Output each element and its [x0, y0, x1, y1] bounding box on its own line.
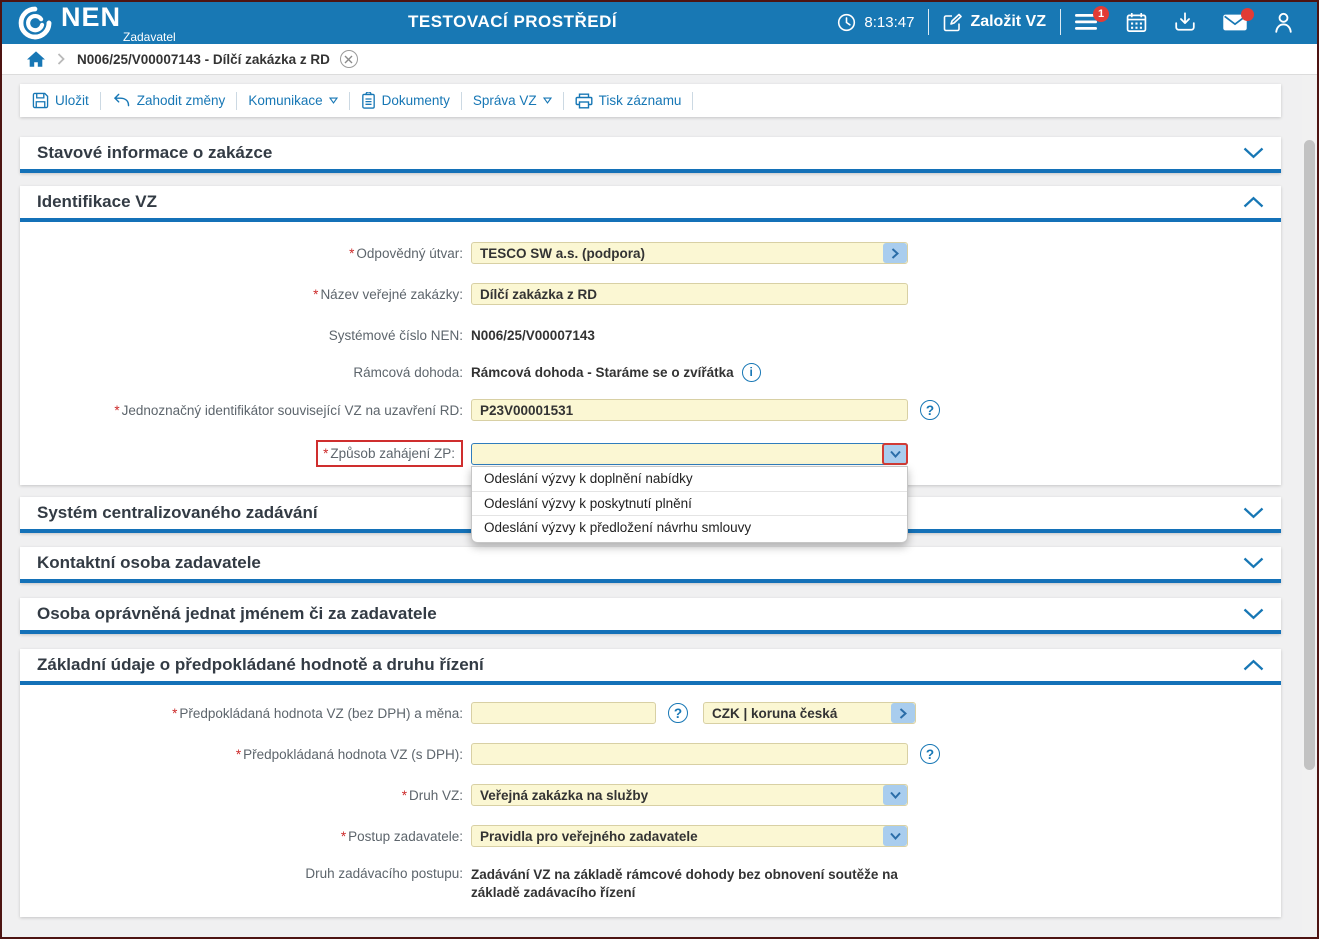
- dropdown-option[interactable]: Odeslání výzvy k poskytnutí plnění: [472, 491, 907, 515]
- section-title: Základní údaje o předpokládané hodnotě a druhu řízení: [37, 655, 484, 674]
- required-marker: *: [313, 286, 319, 302]
- print-record-button[interactable]: [575, 93, 682, 109]
- section-authorized-header[interactable]: [20, 598, 1281, 634]
- mail-button[interactable]: [1223, 14, 1247, 31]
- field-label: * Postup zadavatele:: [340, 828, 463, 844]
- clock-time: 8:13:47: [864, 13, 915, 31]
- breadcrumb-chevron-icon: [57, 53, 65, 65]
- section-title: Osoba oprávněná jednat jménem či za zadavatele: [37, 604, 437, 623]
- field-responsible-unit: [20, 242, 1281, 264]
- discard-label: Zahodit změny: [136, 93, 226, 108]
- help-icon[interactable]: ?: [668, 703, 688, 723]
- field-label: * Předpokládaná hodnota VZ (s DPH):: [235, 746, 463, 762]
- menu-button[interactable]: [1075, 8, 1105, 31]
- required-marker: *: [340, 828, 347, 844]
- save-icon: [32, 92, 49, 109]
- inbox-button[interactable]: [1174, 12, 1196, 32]
- section-title: Systém centralizovaného zadávání: [37, 503, 318, 522]
- printer-icon: [575, 93, 593, 109]
- field-label: Druh zadávacího postupu:: [305, 866, 463, 881]
- discard-icon: [112, 93, 131, 108]
- create-vz-label: Založit VZ: [970, 13, 1046, 30]
- clock-icon: [837, 13, 856, 32]
- environment-title: TESTOVACÍ PROSTŘEDÍ: [408, 12, 618, 31]
- documents-button[interactable]: [361, 92, 450, 109]
- dropdown-toggle-button[interactable]: [883, 785, 907, 805]
- section-authorized-person: [20, 598, 1281, 634]
- help-icon[interactable]: ?: [920, 744, 940, 764]
- value-with-vat-input[interactable]: [471, 743, 908, 765]
- print-record-label: Tisk záznamu: [598, 93, 682, 108]
- dropdown-triangle-icon: [329, 97, 338, 104]
- field-procedure-type: [20, 866, 1281, 902]
- initiation-method-select[interactable]: [471, 443, 908, 465]
- manage-vz-label: Správa VZ: [472, 93, 537, 108]
- field-label: * Odpovědný útvar:: [349, 245, 463, 261]
- chevron-down-icon[interactable]: [1243, 608, 1264, 620]
- app-header: [0, 0, 1319, 44]
- header-divider: [928, 9, 929, 35]
- field-related-id: [20, 399, 1281, 421]
- dropdown-option[interactable]: Odeslání výzvy k doplnění nabídky: [484, 470, 693, 486]
- field-label: Rámcová dohoda:: [353, 364, 463, 380]
- home-icon[interactable]: [27, 51, 45, 68]
- chevron-up-icon[interactable]: [1243, 196, 1264, 208]
- mail-badge: [1241, 8, 1254, 21]
- validation-highlight: * Způsob zahájení ZP:: [316, 440, 463, 467]
- section-identification-header[interactable]: [20, 186, 1281, 222]
- info-icon[interactable]: i: [742, 363, 761, 382]
- section-contact-person: [20, 547, 1281, 583]
- field-label: * Druh VZ:: [401, 787, 463, 803]
- section-status-info: [20, 137, 1281, 173]
- calendar-button[interactable]: [1126, 12, 1147, 33]
- field-label: * Předpokládaná hodnota VZ (bez DPH) a měna:: [172, 705, 463, 721]
- download-tray-icon: [1174, 12, 1196, 32]
- framework-value: Rámcová dohoda - Staráme se o zvířátka: [471, 364, 734, 380]
- nen-logo-icon: [18, 6, 52, 40]
- field-label: Systémové číslo NEN:: [328, 327, 463, 343]
- scrollbar-thumb[interactable]: [1304, 140, 1315, 770]
- required-marker: *: [114, 402, 120, 418]
- help-icon[interactable]: ?: [920, 400, 940, 420]
- section-contact-header[interactable]: [20, 547, 1281, 583]
- logo-subtitle: Zadavatel: [123, 30, 176, 44]
- create-vz-button[interactable]: [943, 13, 1046, 32]
- toolbar-separator: [349, 92, 350, 110]
- session-clock: [837, 13, 914, 32]
- section-status-header[interactable]: [20, 137, 1281, 173]
- breadcrumb: [0, 44, 1319, 75]
- dropdown-option[interactable]: Odeslání výzvy k předložení návrhu smlouvy: [472, 515, 907, 539]
- open-picker-button[interactable]: [883, 243, 907, 263]
- dropdown-toggle-button[interactable]: [882, 443, 908, 465]
- discard-changes-button[interactable]: [112, 93, 226, 108]
- field-contract-type: [20, 784, 1281, 806]
- required-marker: *: [235, 746, 242, 762]
- field-framework-agreement: [20, 361, 1281, 383]
- toolbar-separator: [563, 92, 564, 110]
- section-estimated-value: [20, 649, 1281, 917]
- section-value-header[interactable]: [20, 649, 1281, 685]
- initiation-dropdown-list: [471, 466, 908, 543]
- edit-icon: [943, 13, 962, 32]
- document-icon: [361, 92, 376, 109]
- person-icon: [1274, 12, 1293, 33]
- profile-button[interactable]: [1274, 12, 1293, 33]
- documents-label: Dokumenty: [381, 93, 450, 108]
- close-tab-icon[interactable]: [340, 50, 358, 68]
- nen-number-value: N006/25/V00007143: [471, 327, 595, 343]
- section-title: Stavové informace o zakázce: [37, 143, 273, 162]
- contract-type-select[interactable]: [471, 784, 908, 806]
- toolbar-separator: [236, 92, 237, 110]
- required-marker: *: [401, 787, 407, 803]
- logo-text: NEN: [61, 2, 122, 32]
- value-no-vat-input[interactable]: [471, 702, 656, 724]
- contract-name-input[interactable]: [471, 283, 908, 305]
- header-divider: [1060, 9, 1061, 35]
- communication-menu[interactable]: [248, 93, 337, 108]
- related-id-input[interactable]: [471, 399, 908, 421]
- procedure-type-value: Zadávání VZ na základě rámcové dohody bez obnovení soutěže na základě zadávacího řízení: [471, 867, 898, 901]
- required-marker: *: [323, 446, 329, 461]
- breadcrumb-item[interactable]: N006/25/V00007143 - Dílčí zakázka z RD: [77, 51, 330, 67]
- save-label: Uložit: [55, 93, 89, 108]
- required-marker: *: [349, 245, 355, 261]
- dropdown-toggle-button[interactable]: [883, 826, 907, 846]
- field-contract-name: [20, 283, 1281, 305]
- field-label: [20, 440, 471, 467]
- chevron-down-icon[interactable]: [1243, 557, 1264, 569]
- field-label: * Název veřejné zakázky:: [313, 286, 463, 302]
- nen-logo[interactable]: [18, 4, 176, 43]
- dropdown-triangle-icon: [543, 97, 552, 104]
- field-value-no-vat: [20, 702, 1281, 724]
- toolbar-separator: [461, 92, 462, 110]
- chevron-down-icon[interactable]: [1243, 507, 1264, 519]
- field-label: * Jednoznačný identifikátor související VZ na uzavření RD:: [114, 402, 463, 418]
- toolbar-separator: [692, 92, 693, 110]
- required-marker: *: [172, 705, 178, 721]
- section-title: Identifikace VZ: [37, 192, 157, 211]
- field-procedure: [20, 825, 1281, 847]
- record-toolbar: [20, 84, 1281, 117]
- save-button[interactable]: [32, 92, 89, 109]
- open-picker-button[interactable]: [891, 703, 915, 723]
- field-nen-number: [20, 324, 1281, 346]
- toolbar-separator: [100, 92, 101, 110]
- menu-badge: 1: [1093, 6, 1109, 22]
- section-title: Kontaktní osoba zadavatele: [37, 553, 261, 572]
- responsible-unit-input[interactable]: [471, 242, 908, 264]
- communication-label: Komunikace: [248, 93, 323, 108]
- chevron-down-icon[interactable]: [1243, 147, 1264, 159]
- procedure-select[interactable]: [471, 825, 908, 847]
- currency-input[interactable]: [703, 702, 916, 724]
- manage-vz-menu[interactable]: [473, 93, 552, 108]
- calendar-icon: [1126, 12, 1147, 33]
- chevron-up-icon[interactable]: [1243, 659, 1264, 671]
- field-value-with-vat: [20, 743, 1281, 765]
